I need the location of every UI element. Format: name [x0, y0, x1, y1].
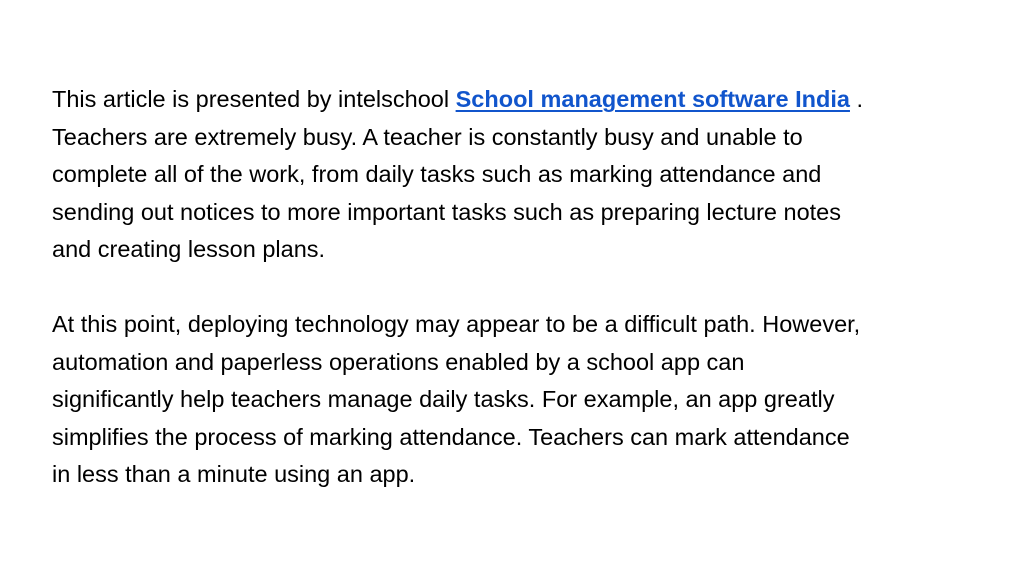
- paragraph-2: At this point, deploying technology may appear to be a difficult path. However, automation and paperless operations enabled by a school app can significantly help teachers manage daily tasks. For example, an app greatly simplifies the process of marking attendance. Teachers can mark attendance in less than a minute using an app.: [52, 311, 861, 487]
- paragraph-intro: [52, 81, 1002, 269]
- school-management-software-link[interactable]: School management software India: [455, 86, 850, 112]
- paragraph-1-text: Teachers are extremely busy. A teacher is constantly busy and unable to complete all of the work, from daily tasks such as marking attendance and sending out notices to more important tasks such as preparing lecture notes and creating lesson plans.: [52, 123, 841, 262]
- intro-text: This article is presented by intelschool: [52, 86, 456, 112]
- intro-after-link: .: [849, 86, 864, 112]
- article-body: [52, 81, 1002, 494]
